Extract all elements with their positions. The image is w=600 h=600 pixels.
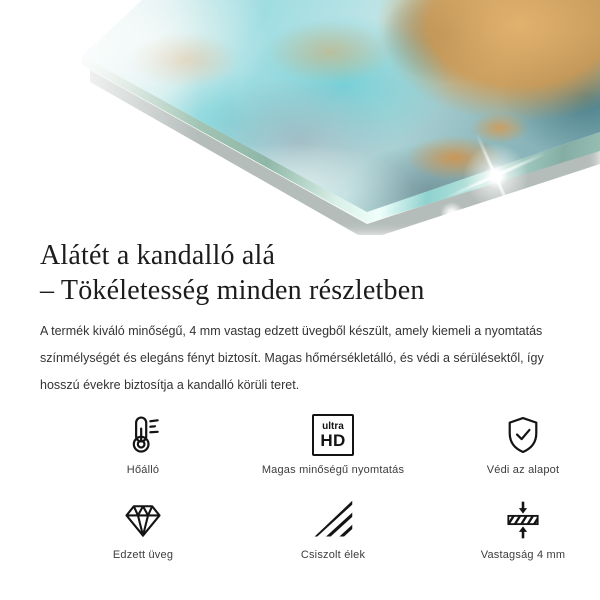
title-line1: Alátét a kandalló alá — [40, 240, 276, 271]
feature-label: Magas minőségű nyomtatás — [261, 464, 405, 476]
shield-check-icon — [501, 411, 545, 459]
title-line2: – Tökéletesség minden részletben — [40, 275, 425, 306]
feature-label: Edzett üveg — [112, 549, 174, 561]
feature-thickness — [428, 496, 600, 561]
feature-heat-resistant — [48, 411, 238, 476]
feature-label: Csiszolt élek — [300, 549, 366, 561]
feature-polished-edges — [238, 496, 428, 561]
page-title — [40, 238, 560, 308]
feature-label: Védi az alapot — [486, 464, 560, 476]
product-photo — [0, 0, 600, 235]
product-description-text: A termék kiváló minőségű, 4 mm vastag edzett üvegből készült, amely kiemeli a nyomtatás színmélységét és elegáns fényt biztosít. Magas hőmérsékletálló, és védi a sérülésektől, így hosszú évekre biztosítja a kandalló körüli teret. — [40, 324, 544, 392]
feature-label: Vastagság 4 mm — [480, 549, 566, 561]
diamond-icon — [120, 496, 166, 544]
product-description-section — [0, 238, 600, 561]
feature-grid — [48, 411, 600, 561]
thermometer-icon — [121, 411, 165, 459]
feature-print-quality — [238, 411, 428, 476]
feature-tempered-glass — [48, 496, 238, 561]
feature-label: Hőálló — [126, 464, 160, 476]
thickness-4mm-icon — [501, 496, 545, 544]
polished-edges-icon — [311, 496, 355, 544]
ultra-hd-icon: ultra HD — [312, 411, 354, 459]
feature-protects-base — [428, 411, 600, 476]
